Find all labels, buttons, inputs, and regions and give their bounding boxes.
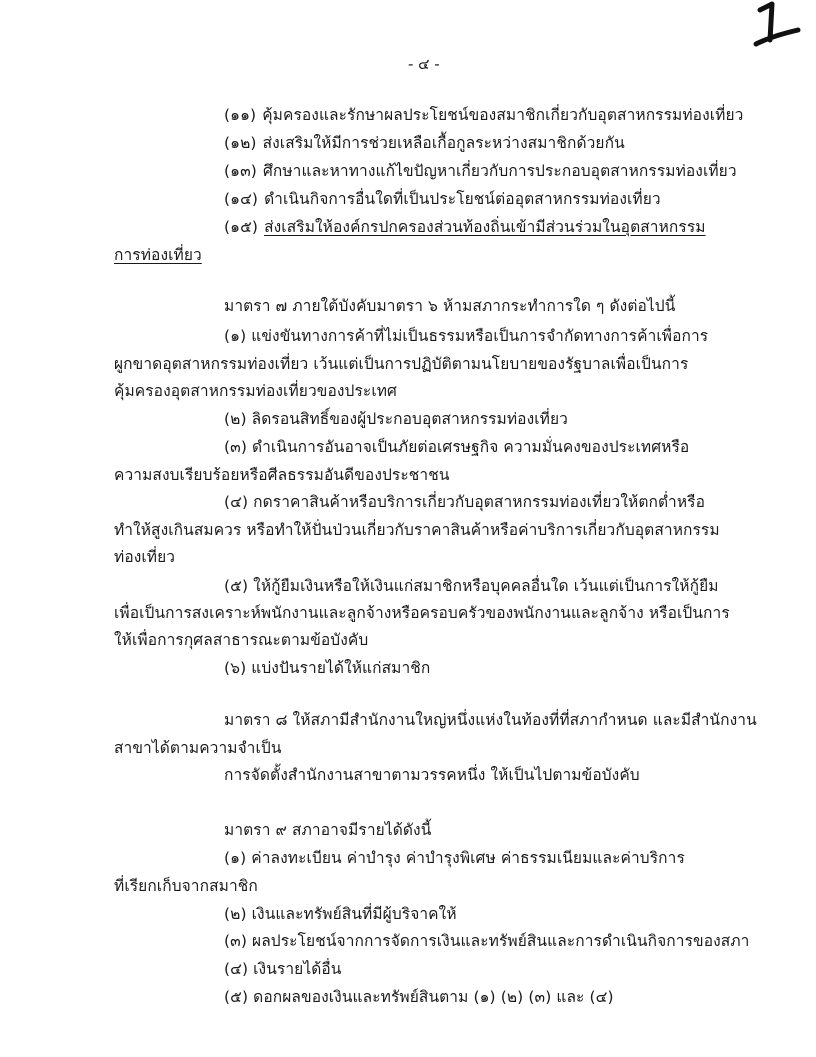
item-text: ส่งเสริมให้องค์กรปกครองส่วนท้องถิ่นเข้ามีส่วนร่วมในอุตสาหกรรม [264, 218, 706, 236]
item-12 [224, 133, 625, 153]
item-number: (๑๓) [224, 162, 257, 180]
page-number: - ๔ - [408, 55, 440, 73]
section-7-heading: มาตรา ๗ ภายใต้บังคับมาตรา ๖ ห้ามสภากระทำการใด ๆ ดังต่อไปนี้ [224, 297, 676, 315]
section-7-item-4: (๔) กดราคาสินค้าหรือบริการเกี่ยวกับอุตสาหกรรมท่องเที่ยวให้ตกต่ำหรือ [224, 493, 706, 511]
item-15 [224, 217, 706, 237]
item-text: ส่งเสริมให้มีการช่วยเหลือเกื้อกูลระหว่างสมาชิกด้วยกัน [262, 134, 625, 152]
section-7-item-5-cont: ให้เพื่อการกุศลสาธารณะตามข้อบังคับ [114, 631, 369, 649]
section-8-paragraph-cont: สาขาได้ตามความจำเป็น [114, 739, 282, 757]
section-7-item-1-cont: ผูกขาดอุตสาหกรรมท่องเที่ยว เว้นแต่เป็นการปฏิบัติตามนโยบายของรัฐบาลเพื่อเป็นการ [114, 355, 689, 373]
section-7-item-5-cont: เพื่อเป็นการสงเคราะห์พนักงานและลูกจ้างหรือครอบครัวของพนักงานและลูกจ้าง หรือเป็นการ [114, 604, 730, 622]
section-9-heading: มาตรา ๙ สภาอาจมีรายได้ดังนี้ [224, 821, 432, 839]
item-13 [224, 161, 737, 181]
section-9-item-4: (๔) เงินรายได้อื่น [224, 960, 342, 978]
section-8-paragraph: มาตรา ๘ ให้สภามีสำนักงานใหญ่หนึ่งแห่งในท้องที่ที่สภากำหนด และมีสำนักงาน [224, 711, 757, 729]
section-7-item-1-cont: คุ้มครองอุตสาหกรรมท่องเที่ยวของประเทศ [114, 382, 397, 400]
item-11 [224, 105, 743, 125]
section-7-item-5: (๕) ให้กู้ยืมเงินหรือให้เงินแก่สมาชิกหรือบุคคลอื่นใด เว้นแต่เป็นการให้กู้ยืม [224, 577, 719, 595]
item-14 [224, 189, 661, 209]
item-text: ดำเนินกิจการอื่นใดที่เป็นประโยชน์ต่ออุตสาหกรรมท่องเที่ยว [264, 190, 661, 208]
section-7-item-4-cont: ทำให้สูงเกินสมควร หรือทำให้ปั่นป่วนเกี่ยวกับราคาสินค้าหรือค่าบริการเกี่ยวกับอุตสาหกรรม [114, 521, 720, 539]
item-number: (๑๑) [224, 106, 257, 124]
section-9-item-1-cont: ที่เรียกเก็บจากสมาชิก [114, 877, 258, 895]
section-7-item-2: (๒) ลิดรอนสิทธิ์ของผู้ประกอบอุตสาหกรรมท่องเที่ยว [224, 410, 568, 428]
section-7-item-6: (๖) แบ่งปันรายได้ให้แก่สมาชิก [224, 659, 431, 677]
item-text: คุ้มครองและรักษาผลประโยชน์ของสมาชิกเกี่ยวกับอุตสาหกรรมท่องเที่ยว [262, 106, 744, 124]
section-9-item-3: (๓) ผลประโยชน์จากการจัดการเงินและทรัพย์สินและการดำเนินกิจการของสภา [224, 932, 750, 950]
item-number: (๑๔) [224, 190, 259, 208]
item-text: ศึกษาและหาทางแก้ไขปัญหาเกี่ยวกับการประกอบอุตสาหกรรมท่องเที่ยว [262, 162, 737, 180]
section-7-item-3: (๓) ดำเนินการอันอาจเป็นภัยต่อเศรษฐกิจ ความมั่นคงของประเทศหรือ [224, 438, 690, 456]
section-8-paragraph-2: การจัดตั้งสำนักงานสาขาตามวรรคหนึ่ง ให้เป็นไปตามข้อบังคับ [224, 766, 640, 784]
handwritten-mark [748, 0, 808, 56]
section-7-item-1: (๑) แข่งขันทางการค้าที่ไม่เป็นธรรมหรือเป็นการจำกัดทางการค้าเพื่อการ [224, 327, 709, 345]
section-7-item-3-cont: ความสงบเรียบร้อยหรือศีลธรรมอันดีของประชาชน [114, 466, 450, 484]
section-9-item-2: (๒) เงินและทรัพย์สินที่มีผู้บริจาคให้ [224, 905, 457, 923]
section-7-item-4-cont: ท่องเที่ยว [114, 548, 176, 566]
item-15-continued: การท่องเที่ยว [114, 246, 202, 264]
section-9-item-1: (๑) ค่าลงทะเบียน ค่าบำรุง ค่าบำรุงพิเศษ ค่าธรรมเนียมและค่าบริการ [224, 849, 685, 867]
item-number: (๑๕) [224, 218, 259, 236]
item-number: (๑๒) [224, 134, 257, 152]
section-9-item-5: (๕) ดอกผลของเงินและทรัพย์สินตาม (๑) (๒) (๓) และ (๔) [224, 988, 614, 1006]
